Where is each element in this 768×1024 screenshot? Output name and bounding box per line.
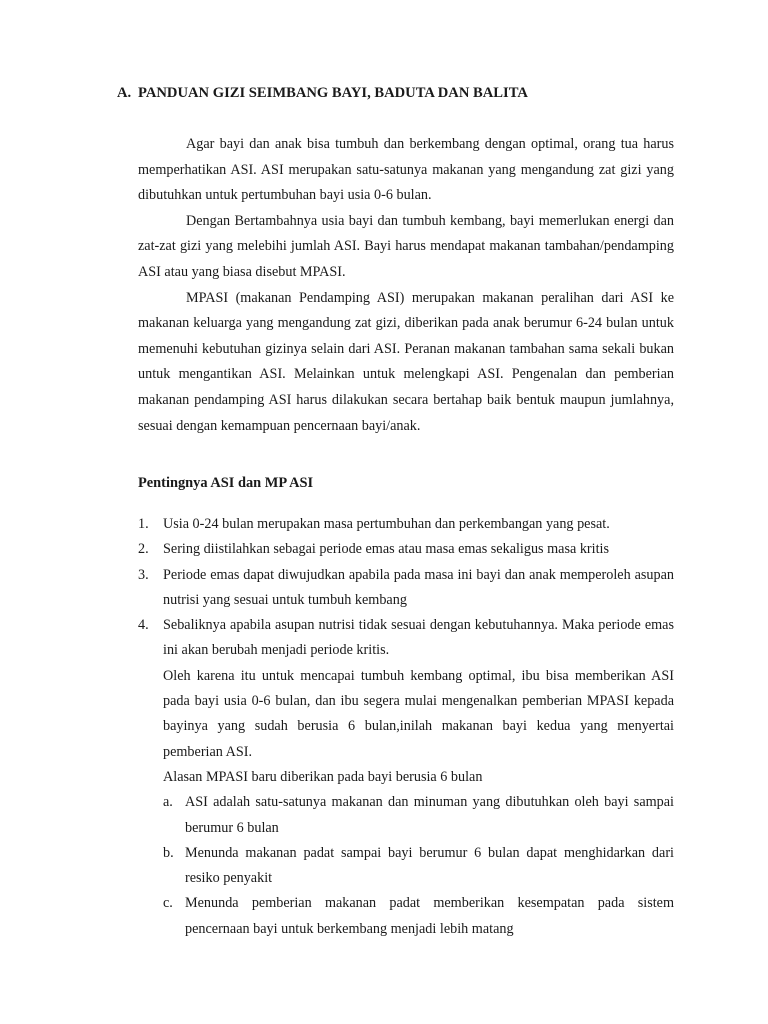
list-item (138, 512, 674, 537)
reason-letter: a. (163, 794, 173, 811)
list-item (138, 537, 674, 562)
paragraph: MPASI (makanan Pendamping ASI) merupakan makanan peralihan dari ASI ke makanan keluarga yang mengandung zat gizi, diberikan pada anak berumur 6-24 bulan untuk memenuhi kebutuhan gizinya selain dari ASI. Peranan makanan tambahan sama sekali bukan untuk mengantikan ASI. Melainkan untuk melengkapi ASI. Pengenalan dan pemberian makanan pendamping ASI harus dilakukan secara bertahap baik bentuk maupun jumlahnya, sesuai dengan kemampuan pencernaan bayi/anak. (138, 289, 674, 434)
subheading: Pentingnya ASI dan MP ASI (138, 475, 314, 491)
list-number: 2. (138, 541, 149, 558)
paragraph: Dengan Bertambahnya usia bayi dan tumbuh kembang, bayi memerlukan energi dan zat-zat gizi yang melebihi jumlah ASI. Bayi harus mendapat makanan tambahan/pendamping ASI atau yang biasa disebut MPASI. (138, 212, 674, 280)
section-title: PANDUAN GIZI SEIMBANG BAYI, BADUTA DAN BALITA (138, 85, 528, 101)
reason-text: Menunda pemberian makanan padat memberikan kesempatan pada sistem pencernaan bayi untuk berkembang menjadi lebih matang (185, 895, 674, 937)
reason-text: Menunda makanan padat sampai bayi berumur 6 bulan dapat menghidarkan dari resiko penyakit (185, 844, 674, 887)
list-text: Sebaliknya apabila asupan nutrisi tidak sesuai dengan kebutuhannya. Maka periode emas ini akan berubah menjadi periode kritis. (163, 617, 674, 659)
reasons-list (138, 790, 674, 942)
reason-letter: c. (163, 895, 173, 912)
reason-letter: b. (163, 844, 174, 861)
reason-text: ASI adalah satu-satunya makanan dan minuman yang dibutuhkan oleh bayi sampai berumur 6 bulan (185, 794, 674, 836)
section-letter: A. (117, 85, 132, 101)
list-item (138, 563, 674, 614)
list-number: 4. (138, 617, 149, 634)
list-number: 3. (138, 566, 149, 583)
list-text: Periode emas dapat diwujudkan apabila pada masa ini bayi dan anak memperoleh asupan nutrisi yang sesuai untuk tumbuh kembang (163, 566, 674, 608)
reason-item (163, 790, 674, 841)
item-continuation: Oleh karena itu untuk mencapai tumbuh kembang optimal, ibu bisa memberikan ASI pada bayi usia 0-6 bulan, dan ibu segera mulai mengenalkan pemberian MPASI kepada bayinya yang sudah berusia 6 bulan,inilah makanan bayi kedua yang menyertai pemberian ASI. (163, 667, 674, 760)
reason-item (163, 891, 674, 942)
intro-body (138, 132, 674, 439)
paragraph: Agar bayi dan anak bisa tumbuh dan berkembang dengan optimal, orang tua harus memperhatikan ASI. ASI merupakan satu-satunya makanan yang mengandung zat gizi yang dibutuhkan untuk pertumbuhan bayi usia 0-6 bulan. (138, 136, 674, 204)
list-number: 1. (138, 516, 149, 532)
list-text: Sering diistilahkan sebagai periode emas atau masa emas sekaligus masa kritis (163, 541, 609, 558)
section-heading (117, 85, 528, 102)
list-text: Usia 0-24 bulan merupakan masa pertumbuhan dan perkembangan yang pesat. (163, 516, 610, 532)
reason-item (163, 841, 674, 892)
numbered-list (138, 512, 674, 942)
reasons-intro: Alasan MPASI baru diberikan pada bayi berusia 6 bulan (163, 768, 483, 785)
list-item (138, 613, 674, 664)
